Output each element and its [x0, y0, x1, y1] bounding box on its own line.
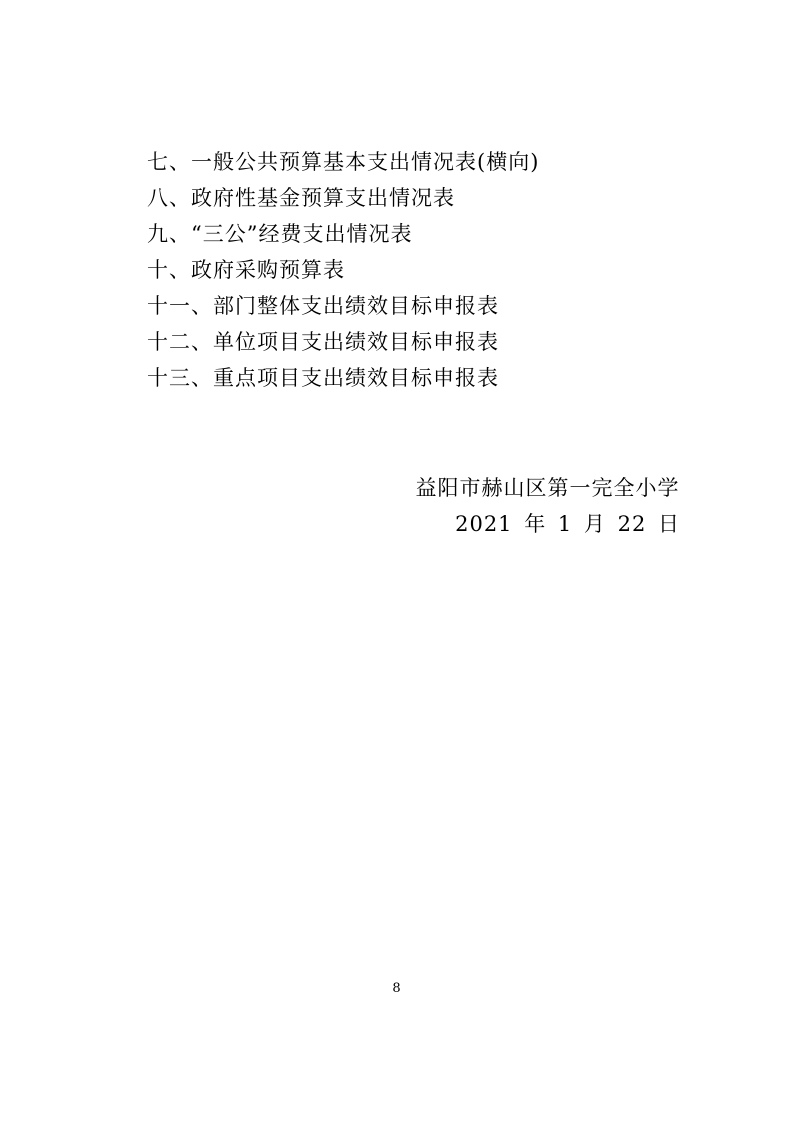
list-item: 九、“三公”经费支出情况表	[147, 222, 413, 246]
list-item: 七、一般公共预算基本支出情况表(横向)	[147, 150, 540, 174]
list-item: 十三、重点项目支出绩效目标申报表	[147, 366, 499, 390]
organization-name: 益阳市赫山区第一完全小学	[415, 476, 680, 500]
signature-block	[415, 470, 680, 542]
list-item: 十二、单位项目支出绩效目标申报表	[147, 330, 499, 354]
table-of-contents-list	[147, 144, 539, 396]
signature-date: 2021 年 1 月 22 日	[455, 512, 680, 536]
page-number: 8	[392, 981, 401, 996]
list-item: 十一、部门整体支出绩效目标申报表	[147, 294, 499, 318]
list-item: 十、政府采购预算表	[147, 258, 345, 282]
list-item: 八、政府性基金预算支出情况表	[147, 186, 455, 210]
